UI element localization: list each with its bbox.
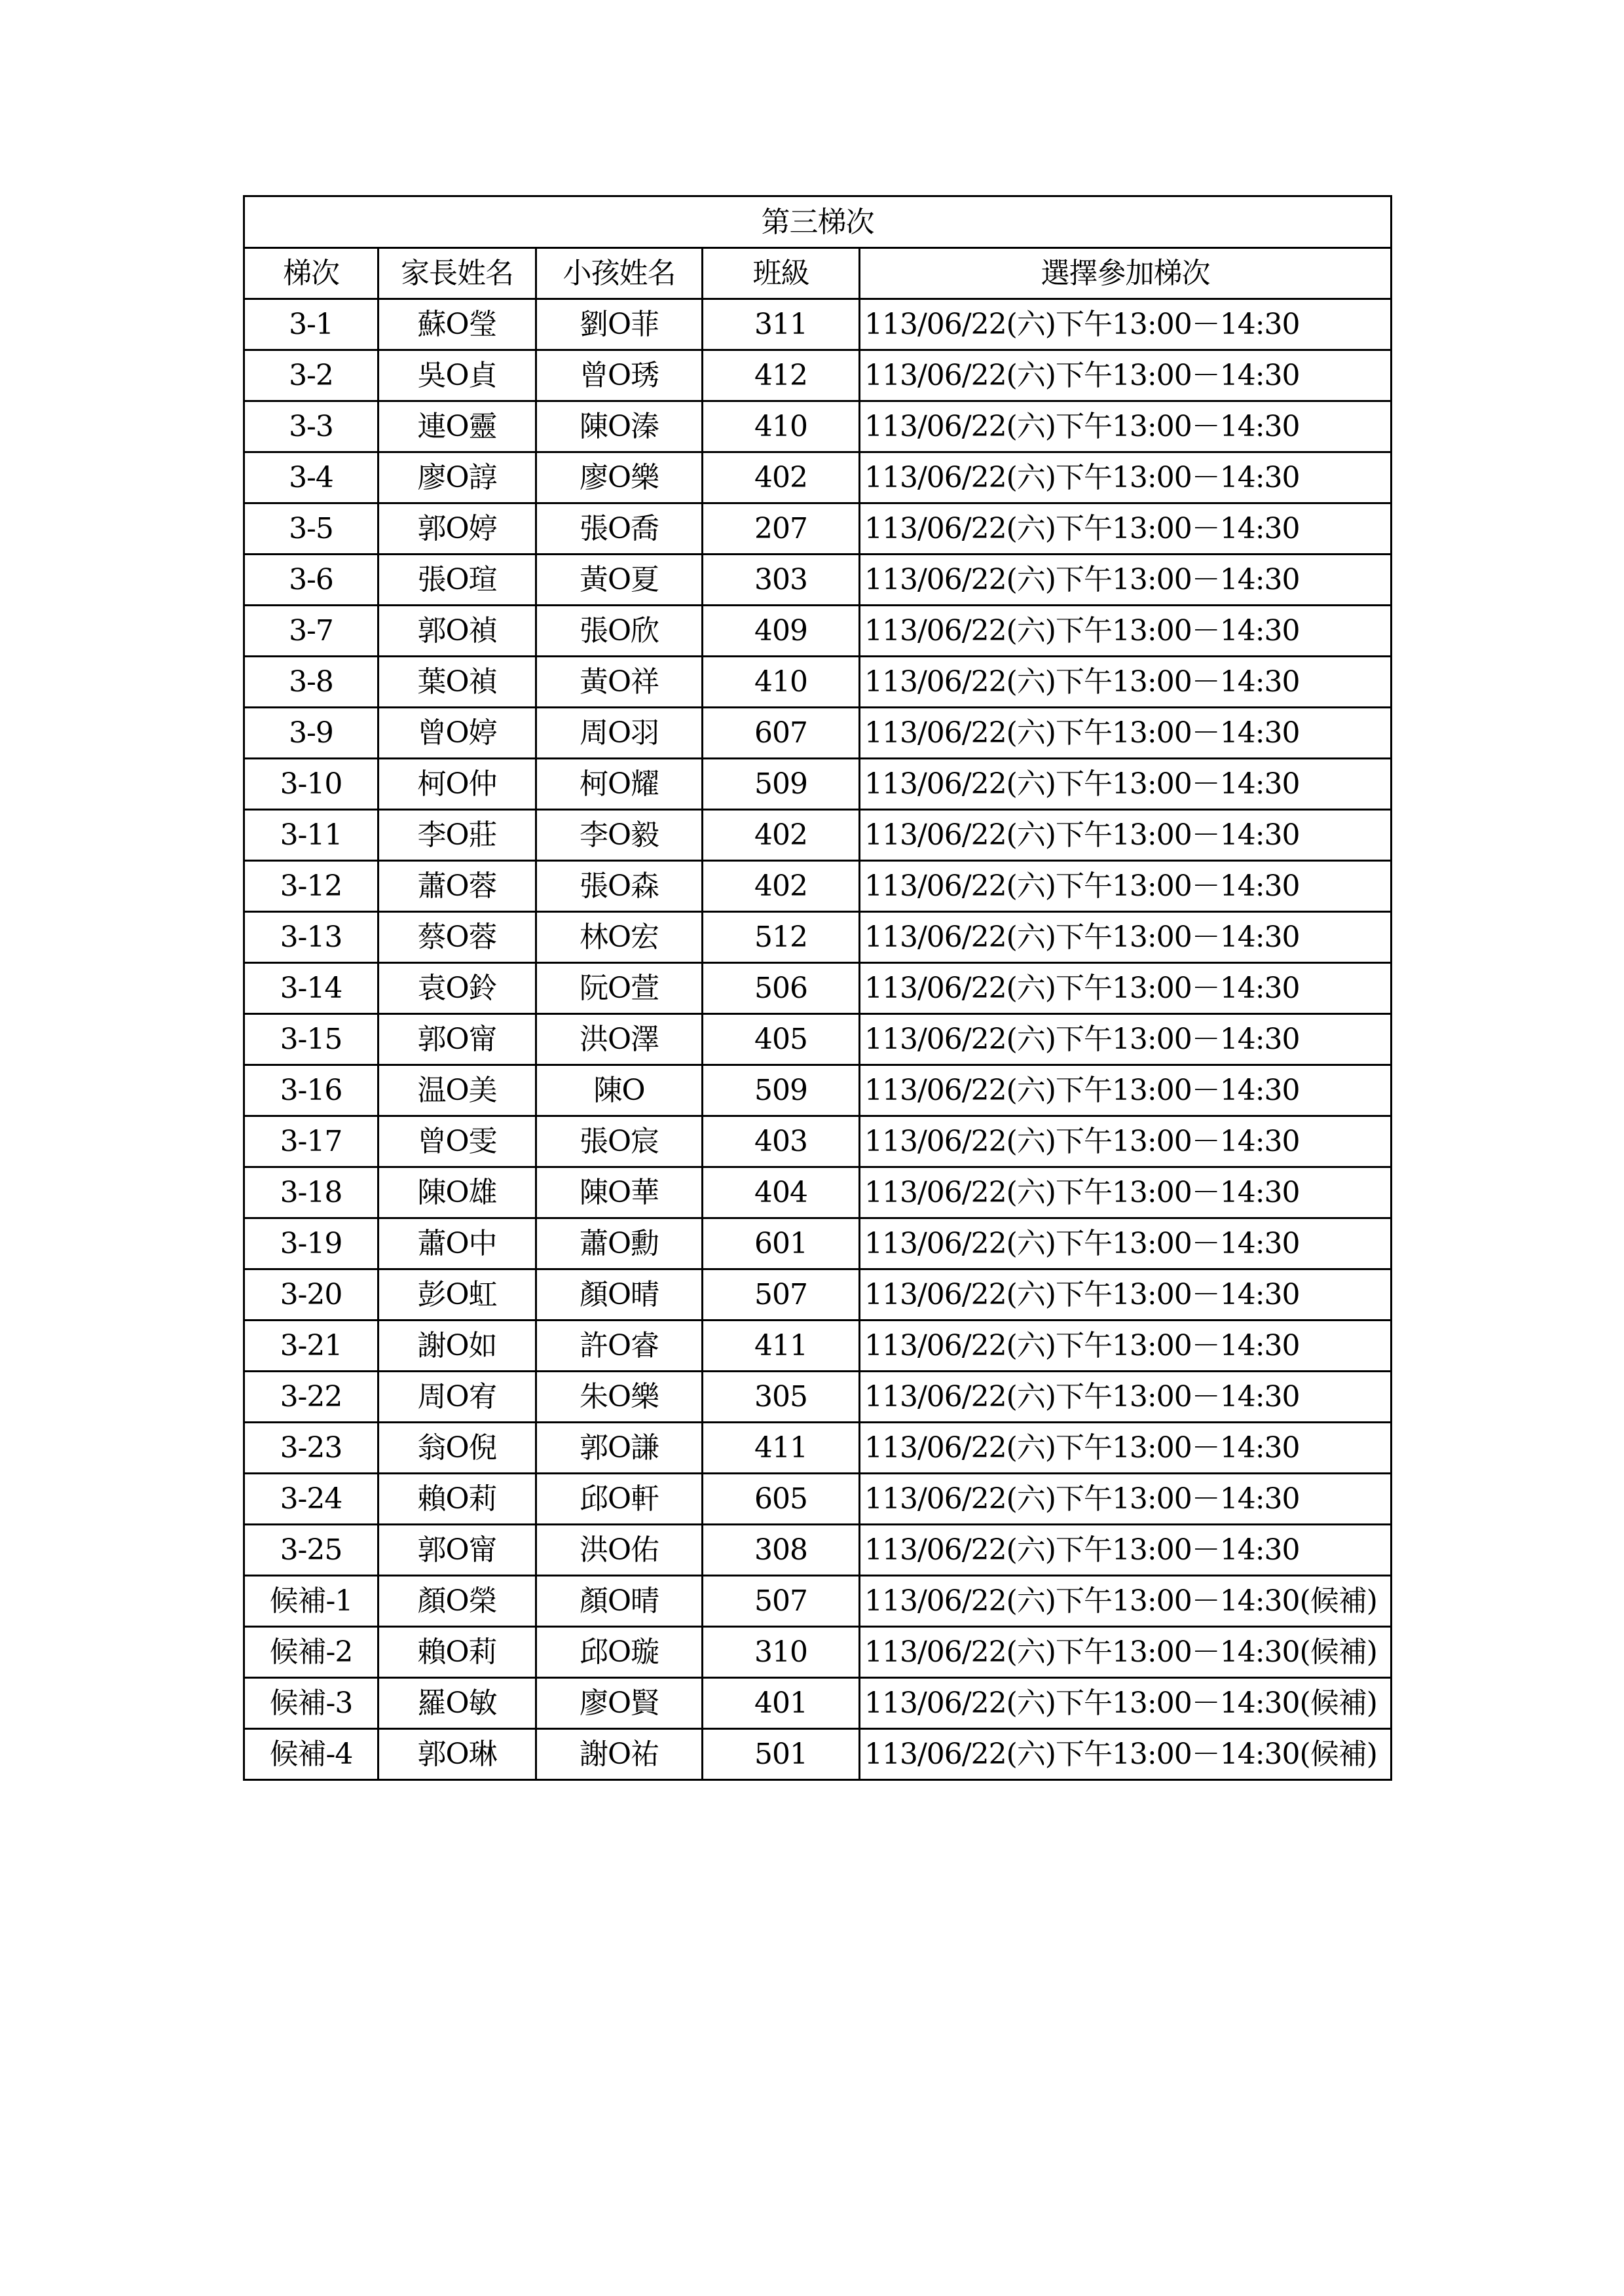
table-row [244, 1678, 1392, 1729]
cell-session-no: 3-13 [244, 912, 378, 963]
cell-session-no: 3-17 [244, 1116, 378, 1167]
cell-selected-session: 113/06/22(六)下午13:00－14:30 [860, 1218, 1392, 1269]
table-row [244, 759, 1392, 810]
cell-child-name: 張O喬 [536, 503, 703, 555]
cell-child-name: 陳O溱 [536, 401, 703, 452]
table-row [244, 861, 1392, 912]
cell-session-no: 3-3 [244, 401, 378, 452]
cell-parent-name: 羅O敏 [378, 1678, 536, 1729]
cell-selected-session: 113/06/22(六)下午13:00－14:30 [860, 1321, 1392, 1372]
cell-child-name: 洪O佑 [536, 1525, 703, 1576]
table-title: 第三梯次 [244, 196, 1392, 248]
cell-parent-name: 連O靈 [378, 401, 536, 452]
header-session-no: 梯次 [244, 248, 378, 299]
cell-class: 507 [703, 1576, 860, 1627]
table-row [244, 1729, 1392, 1780]
cell-parent-name: 顏O榮 [378, 1576, 536, 1627]
table-row [244, 963, 1392, 1014]
cell-parent-name: 陳O雄 [378, 1167, 536, 1218]
cell-session-no: 3-14 [244, 963, 378, 1014]
cell-parent-name: 張O瑄 [378, 555, 536, 606]
table-row [244, 503, 1392, 555]
cell-session-no: 3-5 [244, 503, 378, 555]
cell-session-no: 3-21 [244, 1321, 378, 1372]
cell-child-name: 李O毅 [536, 810, 703, 861]
cell-class: 310 [703, 1627, 860, 1678]
table-header-row [244, 248, 1392, 299]
cell-class: 607 [703, 708, 860, 759]
cell-session-no: 3-20 [244, 1269, 378, 1321]
cell-child-name: 陳O華 [536, 1167, 703, 1218]
cell-class: 506 [703, 963, 860, 1014]
cell-parent-name: 郭O甯 [378, 1525, 536, 1576]
cell-session-no: 3-15 [244, 1014, 378, 1065]
cell-session-no: 3-23 [244, 1423, 378, 1474]
cell-selected-session: 113/06/22(六)下午13:00－14:30 [860, 1167, 1392, 1218]
cell-child-name: 阮O萱 [536, 963, 703, 1014]
cell-class: 501 [703, 1729, 860, 1780]
cell-child-name: 陳O [536, 1065, 703, 1116]
cell-selected-session: 113/06/22(六)下午13:00－14:30 [860, 657, 1392, 708]
cell-class: 305 [703, 1372, 860, 1423]
cell-class: 401 [703, 1678, 860, 1729]
cell-class: 308 [703, 1525, 860, 1576]
cell-parent-name: 賴O莉 [378, 1627, 536, 1678]
cell-session-no: 候補-3 [244, 1678, 378, 1729]
cell-class: 303 [703, 555, 860, 606]
cell-class: 409 [703, 606, 860, 657]
cell-child-name: 謝O祐 [536, 1729, 703, 1780]
cell-selected-session: 113/06/22(六)下午13:00－14:30(候補) [860, 1627, 1392, 1678]
header-class: 班級 [703, 248, 860, 299]
cell-child-name: 曾O琇 [536, 350, 703, 401]
cell-parent-name: 賴O莉 [378, 1474, 536, 1525]
cell-session-no: 3-25 [244, 1525, 378, 1576]
cell-child-name: 蕭O勳 [536, 1218, 703, 1269]
cell-selected-session: 113/06/22(六)下午13:00－14:30(候補) [860, 1576, 1392, 1627]
cell-child-name: 張O森 [536, 861, 703, 912]
header-parent-name: 家長姓名 [378, 248, 536, 299]
cell-session-no: 3-22 [244, 1372, 378, 1423]
cell-selected-session: 113/06/22(六)下午13:00－14:30 [860, 503, 1392, 555]
cell-class: 410 [703, 657, 860, 708]
cell-class: 404 [703, 1167, 860, 1218]
cell-selected-session: 113/06/22(六)下午13:00－14:30 [860, 912, 1392, 963]
cell-session-no: 3-1 [244, 299, 378, 350]
cell-session-no: 3-16 [244, 1065, 378, 1116]
cell-selected-session: 113/06/22(六)下午13:00－14:30 [860, 401, 1392, 452]
cell-selected-session: 113/06/22(六)下午13:00－14:30 [860, 350, 1392, 401]
cell-parent-name: 翁O倪 [378, 1423, 536, 1474]
table-row [244, 1218, 1392, 1269]
cell-parent-name: 袁O鈴 [378, 963, 536, 1014]
cell-session-no: 3-2 [244, 350, 378, 401]
cell-parent-name: 周O宥 [378, 1372, 536, 1423]
cell-child-name: 邱O軒 [536, 1474, 703, 1525]
cell-selected-session: 113/06/22(六)下午13:00－14:30 [860, 1269, 1392, 1321]
cell-session-no: 候補-4 [244, 1729, 378, 1780]
cell-class: 411 [703, 1423, 860, 1474]
cell-selected-session: 113/06/22(六)下午13:00－14:30 [860, 1525, 1392, 1576]
table-row [244, 708, 1392, 759]
cell-parent-name: 彭O虹 [378, 1269, 536, 1321]
table-row [244, 299, 1392, 350]
cell-class: 509 [703, 759, 860, 810]
cell-child-name: 顏O晴 [536, 1269, 703, 1321]
cell-parent-name: 郭O琳 [378, 1729, 536, 1780]
cell-session-no: 3-18 [244, 1167, 378, 1218]
cell-child-name: 黃O祥 [536, 657, 703, 708]
table-row [244, 1321, 1392, 1372]
cell-class: 402 [703, 810, 860, 861]
cell-session-no: 候補-1 [244, 1576, 378, 1627]
cell-class: 605 [703, 1474, 860, 1525]
cell-child-name: 劉O菲 [536, 299, 703, 350]
cell-selected-session: 113/06/22(六)下午13:00－14:30 [860, 1372, 1392, 1423]
cell-session-no: 3-12 [244, 861, 378, 912]
cell-class: 311 [703, 299, 860, 350]
cell-class: 405 [703, 1014, 860, 1065]
header-child-name: 小孩姓名 [536, 248, 703, 299]
cell-selected-session: 113/06/22(六)下午13:00－14:30 [860, 1423, 1392, 1474]
cell-selected-session: 113/06/22(六)下午13:00－14:30 [860, 759, 1392, 810]
cell-parent-name: 温O美 [378, 1065, 536, 1116]
cell-selected-session: 113/06/22(六)下午13:00－14:30 [860, 299, 1392, 350]
table-row [244, 1576, 1392, 1627]
cell-session-no: 3-4 [244, 452, 378, 503]
cell-selected-session: 113/06/22(六)下午13:00－14:30(候補) [860, 1678, 1392, 1729]
cell-session-no: 候補-2 [244, 1627, 378, 1678]
table-row [244, 606, 1392, 657]
cell-parent-name: 蘇O瑩 [378, 299, 536, 350]
cell-parent-name: 郭O禎 [378, 606, 536, 657]
cell-parent-name: 蕭O中 [378, 1218, 536, 1269]
cell-session-no: 3-19 [244, 1218, 378, 1269]
cell-class: 402 [703, 452, 860, 503]
cell-class: 601 [703, 1218, 860, 1269]
cell-parent-name: 廖O諄 [378, 452, 536, 503]
cell-parent-name: 謝O如 [378, 1321, 536, 1372]
cell-selected-session: 113/06/22(六)下午13:00－14:30 [860, 963, 1392, 1014]
table-row [244, 452, 1392, 503]
cell-class: 412 [703, 350, 860, 401]
cell-child-name: 廖O賢 [536, 1678, 703, 1729]
cell-selected-session: 113/06/22(六)下午13:00－14:30 [860, 1014, 1392, 1065]
cell-child-name: 郭O謙 [536, 1423, 703, 1474]
table-title-row [244, 196, 1392, 248]
cell-child-name: 黃O夏 [536, 555, 703, 606]
cell-class: 509 [703, 1065, 860, 1116]
cell-selected-session: 113/06/22(六)下午13:00－14:30 [860, 1065, 1392, 1116]
table-row [244, 1423, 1392, 1474]
table-row [244, 810, 1392, 861]
cell-selected-session: 113/06/22(六)下午13:00－14:30 [860, 452, 1392, 503]
cell-selected-session: 113/06/22(六)下午13:00－14:30 [860, 606, 1392, 657]
header-selected-session: 選擇參加梯次 [860, 248, 1392, 299]
cell-parent-name: 李O莊 [378, 810, 536, 861]
cell-parent-name: 蔡O蓉 [378, 912, 536, 963]
cell-parent-name: 吳O貞 [378, 350, 536, 401]
cell-child-name: 顏O晴 [536, 1576, 703, 1627]
table-row [244, 1167, 1392, 1218]
cell-child-name: 張O宸 [536, 1116, 703, 1167]
cell-class: 411 [703, 1321, 860, 1372]
table-row [244, 1116, 1392, 1167]
table-row [244, 401, 1392, 452]
table-row [244, 1525, 1392, 1576]
table-row [244, 1627, 1392, 1678]
cell-class: 207 [703, 503, 860, 555]
table-row [244, 350, 1392, 401]
cell-selected-session: 113/06/22(六)下午13:00－14:30 [860, 810, 1392, 861]
table-row [244, 1372, 1392, 1423]
cell-parent-name: 柯O仲 [378, 759, 536, 810]
cell-selected-session: 113/06/22(六)下午13:00－14:30 [860, 861, 1392, 912]
cell-class: 402 [703, 861, 860, 912]
cell-child-name: 邱O璇 [536, 1627, 703, 1678]
table-row [244, 1065, 1392, 1116]
cell-child-name: 朱O樂 [536, 1372, 703, 1423]
cell-parent-name: 曾O婷 [378, 708, 536, 759]
cell-parent-name: 郭O婷 [378, 503, 536, 555]
cell-selected-session: 113/06/22(六)下午13:00－14:30(候補) [860, 1729, 1392, 1780]
table-row [244, 1269, 1392, 1321]
cell-session-no: 3-24 [244, 1474, 378, 1525]
cell-child-name: 柯O耀 [536, 759, 703, 810]
cell-session-no: 3-7 [244, 606, 378, 657]
cell-class: 512 [703, 912, 860, 963]
cell-selected-session: 113/06/22(六)下午13:00－14:30 [860, 1116, 1392, 1167]
cell-selected-session: 113/06/22(六)下午13:00－14:30 [860, 555, 1392, 606]
cell-child-name: 周O羽 [536, 708, 703, 759]
table-row [244, 657, 1392, 708]
cell-child-name: 許O睿 [536, 1321, 703, 1372]
cell-parent-name: 郭O甯 [378, 1014, 536, 1065]
table-row [244, 912, 1392, 963]
table-row [244, 1474, 1392, 1525]
cell-parent-name: 蕭O蓉 [378, 861, 536, 912]
cell-selected-session: 113/06/22(六)下午13:00－14:30 [860, 1474, 1392, 1525]
roster-body [244, 299, 1392, 1780]
cell-session-no: 3-10 [244, 759, 378, 810]
cell-parent-name: 葉O禎 [378, 657, 536, 708]
cell-session-no: 3-11 [244, 810, 378, 861]
cell-class: 507 [703, 1269, 860, 1321]
cell-class: 403 [703, 1116, 860, 1167]
cell-child-name: 洪O澤 [536, 1014, 703, 1065]
table-row [244, 555, 1392, 606]
cell-selected-session: 113/06/22(六)下午13:00－14:30 [860, 708, 1392, 759]
cell-parent-name: 曾O雯 [378, 1116, 536, 1167]
table-row [244, 1014, 1392, 1065]
roster-table [243, 195, 1392, 1781]
cell-session-no: 3-6 [244, 555, 378, 606]
cell-class: 410 [703, 401, 860, 452]
cell-child-name: 廖O樂 [536, 452, 703, 503]
cell-child-name: 林O宏 [536, 912, 703, 963]
cell-session-no: 3-8 [244, 657, 378, 708]
cell-session-no: 3-9 [244, 708, 378, 759]
cell-child-name: 張O欣 [536, 606, 703, 657]
